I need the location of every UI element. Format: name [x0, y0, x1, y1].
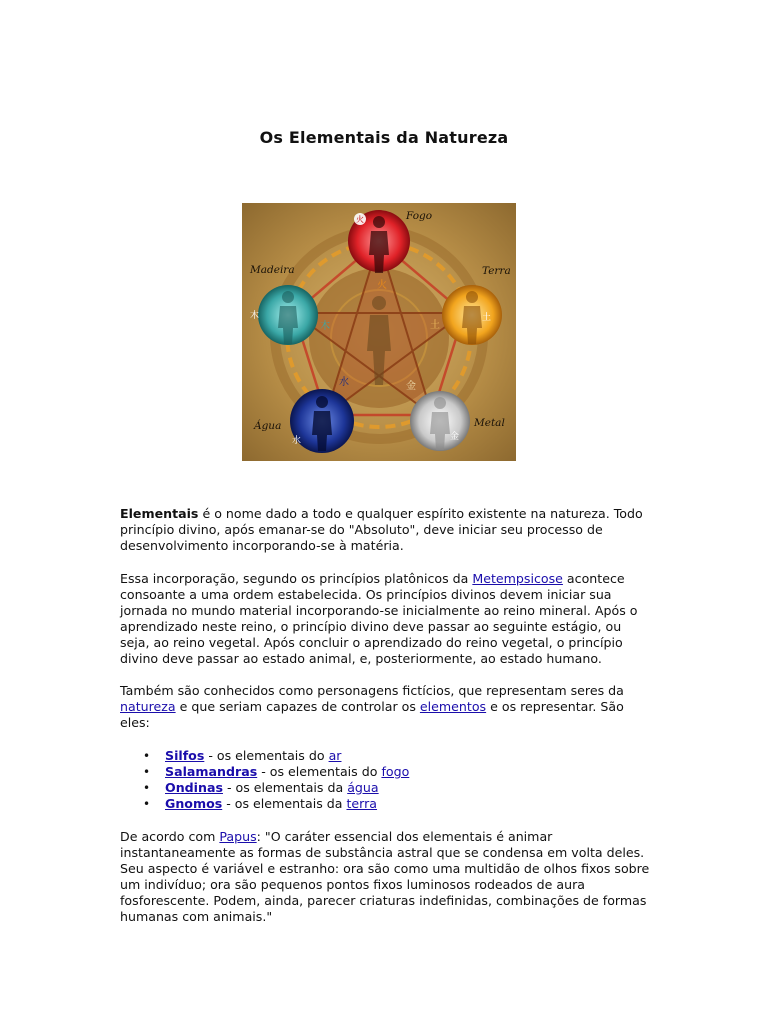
metal-orb: [410, 391, 470, 451]
link-ondinas[interactable]: Ondinas: [165, 780, 223, 795]
label-metal: Metal: [474, 417, 505, 429]
paragraph-1-text: é o nome dado a todo e qualquer espírito existente na natureza. Todo princípio divino, após emanar-se do "Absoluto", deve iniciar seu processo de desenvolvimento incorporando-se à matéria.: [120, 506, 643, 553]
link-elementos[interactable]: elementos: [419, 699, 487, 714]
page-title: Os Elementais da Natureza: [259, 128, 509, 147]
link-silfos[interactable]: Silfos: [165, 748, 205, 763]
inner-water-glyph: 水: [339, 377, 349, 388]
wood-seal-glyph: 木: [250, 311, 260, 321]
paragraph-papus: [120, 829, 650, 925]
list-item-text: - os elementais do: [257, 764, 382, 779]
earth-seal-glyph: 土: [482, 313, 492, 323]
list-item-text: - os elementais do: [204, 748, 329, 763]
list-item: [165, 764, 650, 780]
paragraph-3-text-end: e os representar. São eles:: [120, 699, 624, 730]
link-papus[interactable]: Papus: [219, 829, 257, 844]
list-item-text: - os elementais da: [222, 796, 347, 811]
paragraph-2-text-start: Essa incorporação, segundo os princípios platônicos da: [120, 571, 473, 586]
link-gnomos[interactable]: Gnomos: [165, 796, 223, 811]
list-item: [165, 748, 650, 764]
inner-earth-glyph: 土: [430, 320, 440, 331]
label-madeira: Madeira: [250, 264, 295, 276]
five-elements-image: [242, 203, 516, 461]
link-salamandras[interactable]: Salamandras: [165, 764, 258, 779]
list-item-text: - os elementais da: [222, 780, 348, 795]
label-terra: Terra: [482, 265, 511, 277]
paragraph-incorporacao: [120, 571, 650, 667]
paragraph-2-text-end: acontece consoante a uma ordem estabelecida. Os princípios divinos devem iniciar sua jornada no mundo material incorporando-se inicialmente ao reino mineral. Após o aprendizado neste reino, o princípio divino deve passar ao seguinte estágio, ou seja, ao reino vegetal. Após concluir o aprendizado do reino vegetal, o princípio divino deve passar ao estado animal, e, posteriormente, ao estado humano.: [120, 571, 638, 666]
link-terra[interactable]: terra: [346, 796, 378, 811]
list-item: [165, 780, 650, 796]
paragraph-elementais: [120, 506, 650, 554]
inner-wood-glyph: 木: [320, 321, 330, 332]
wood-orb: [258, 285, 318, 345]
inner-fire-glyph: 火: [377, 280, 387, 291]
inner-metal-glyph: 金: [406, 381, 416, 392]
link-natureza[interactable]: natureza: [120, 699, 176, 714]
link-metempsicose[interactable]: Metempsicose: [472, 571, 563, 586]
link-fogo[interactable]: fogo: [381, 764, 410, 779]
link-agua[interactable]: água: [347, 780, 379, 795]
link-ar[interactable]: ar: [328, 748, 342, 763]
paragraph-3-text-start: Também são conhecidos como personagens fictícios, que representam seres da: [120, 683, 624, 698]
paragraph-4-quote: : "O caráter essencial dos elementais é animar instantaneamente as formas de substância astral que se condensa em volta deles. Seu aspecto é variável e estranho: ora são como uma multidão de olhos fixos sobre um indivíduo; ora são pequenos pontos fixos luminosos rodeados de aura fosforescente. Podem, ainda, parecer criaturas indefinidas, combinações de formas humanas com animais.": [120, 829, 650, 924]
water-seal-glyph: 水: [292, 436, 302, 446]
metal-seal-glyph: 金: [450, 432, 460, 442]
label-agua: Água: [254, 420, 282, 432]
paragraph-3-text-middle: e que seriam capazes de controlar os: [175, 699, 420, 714]
elementals-list: [120, 748, 650, 812]
fire-seal-glyph: 火: [356, 215, 364, 224]
list-item: [165, 796, 650, 812]
paragraph-personagens: [120, 683, 650, 731]
paragraph-4-text-start: De acordo com: [120, 829, 220, 844]
elementais-term: Elementais: [120, 506, 199, 521]
earth-orb: [442, 285, 502, 345]
label-fogo: Fogo: [406, 210, 433, 222]
